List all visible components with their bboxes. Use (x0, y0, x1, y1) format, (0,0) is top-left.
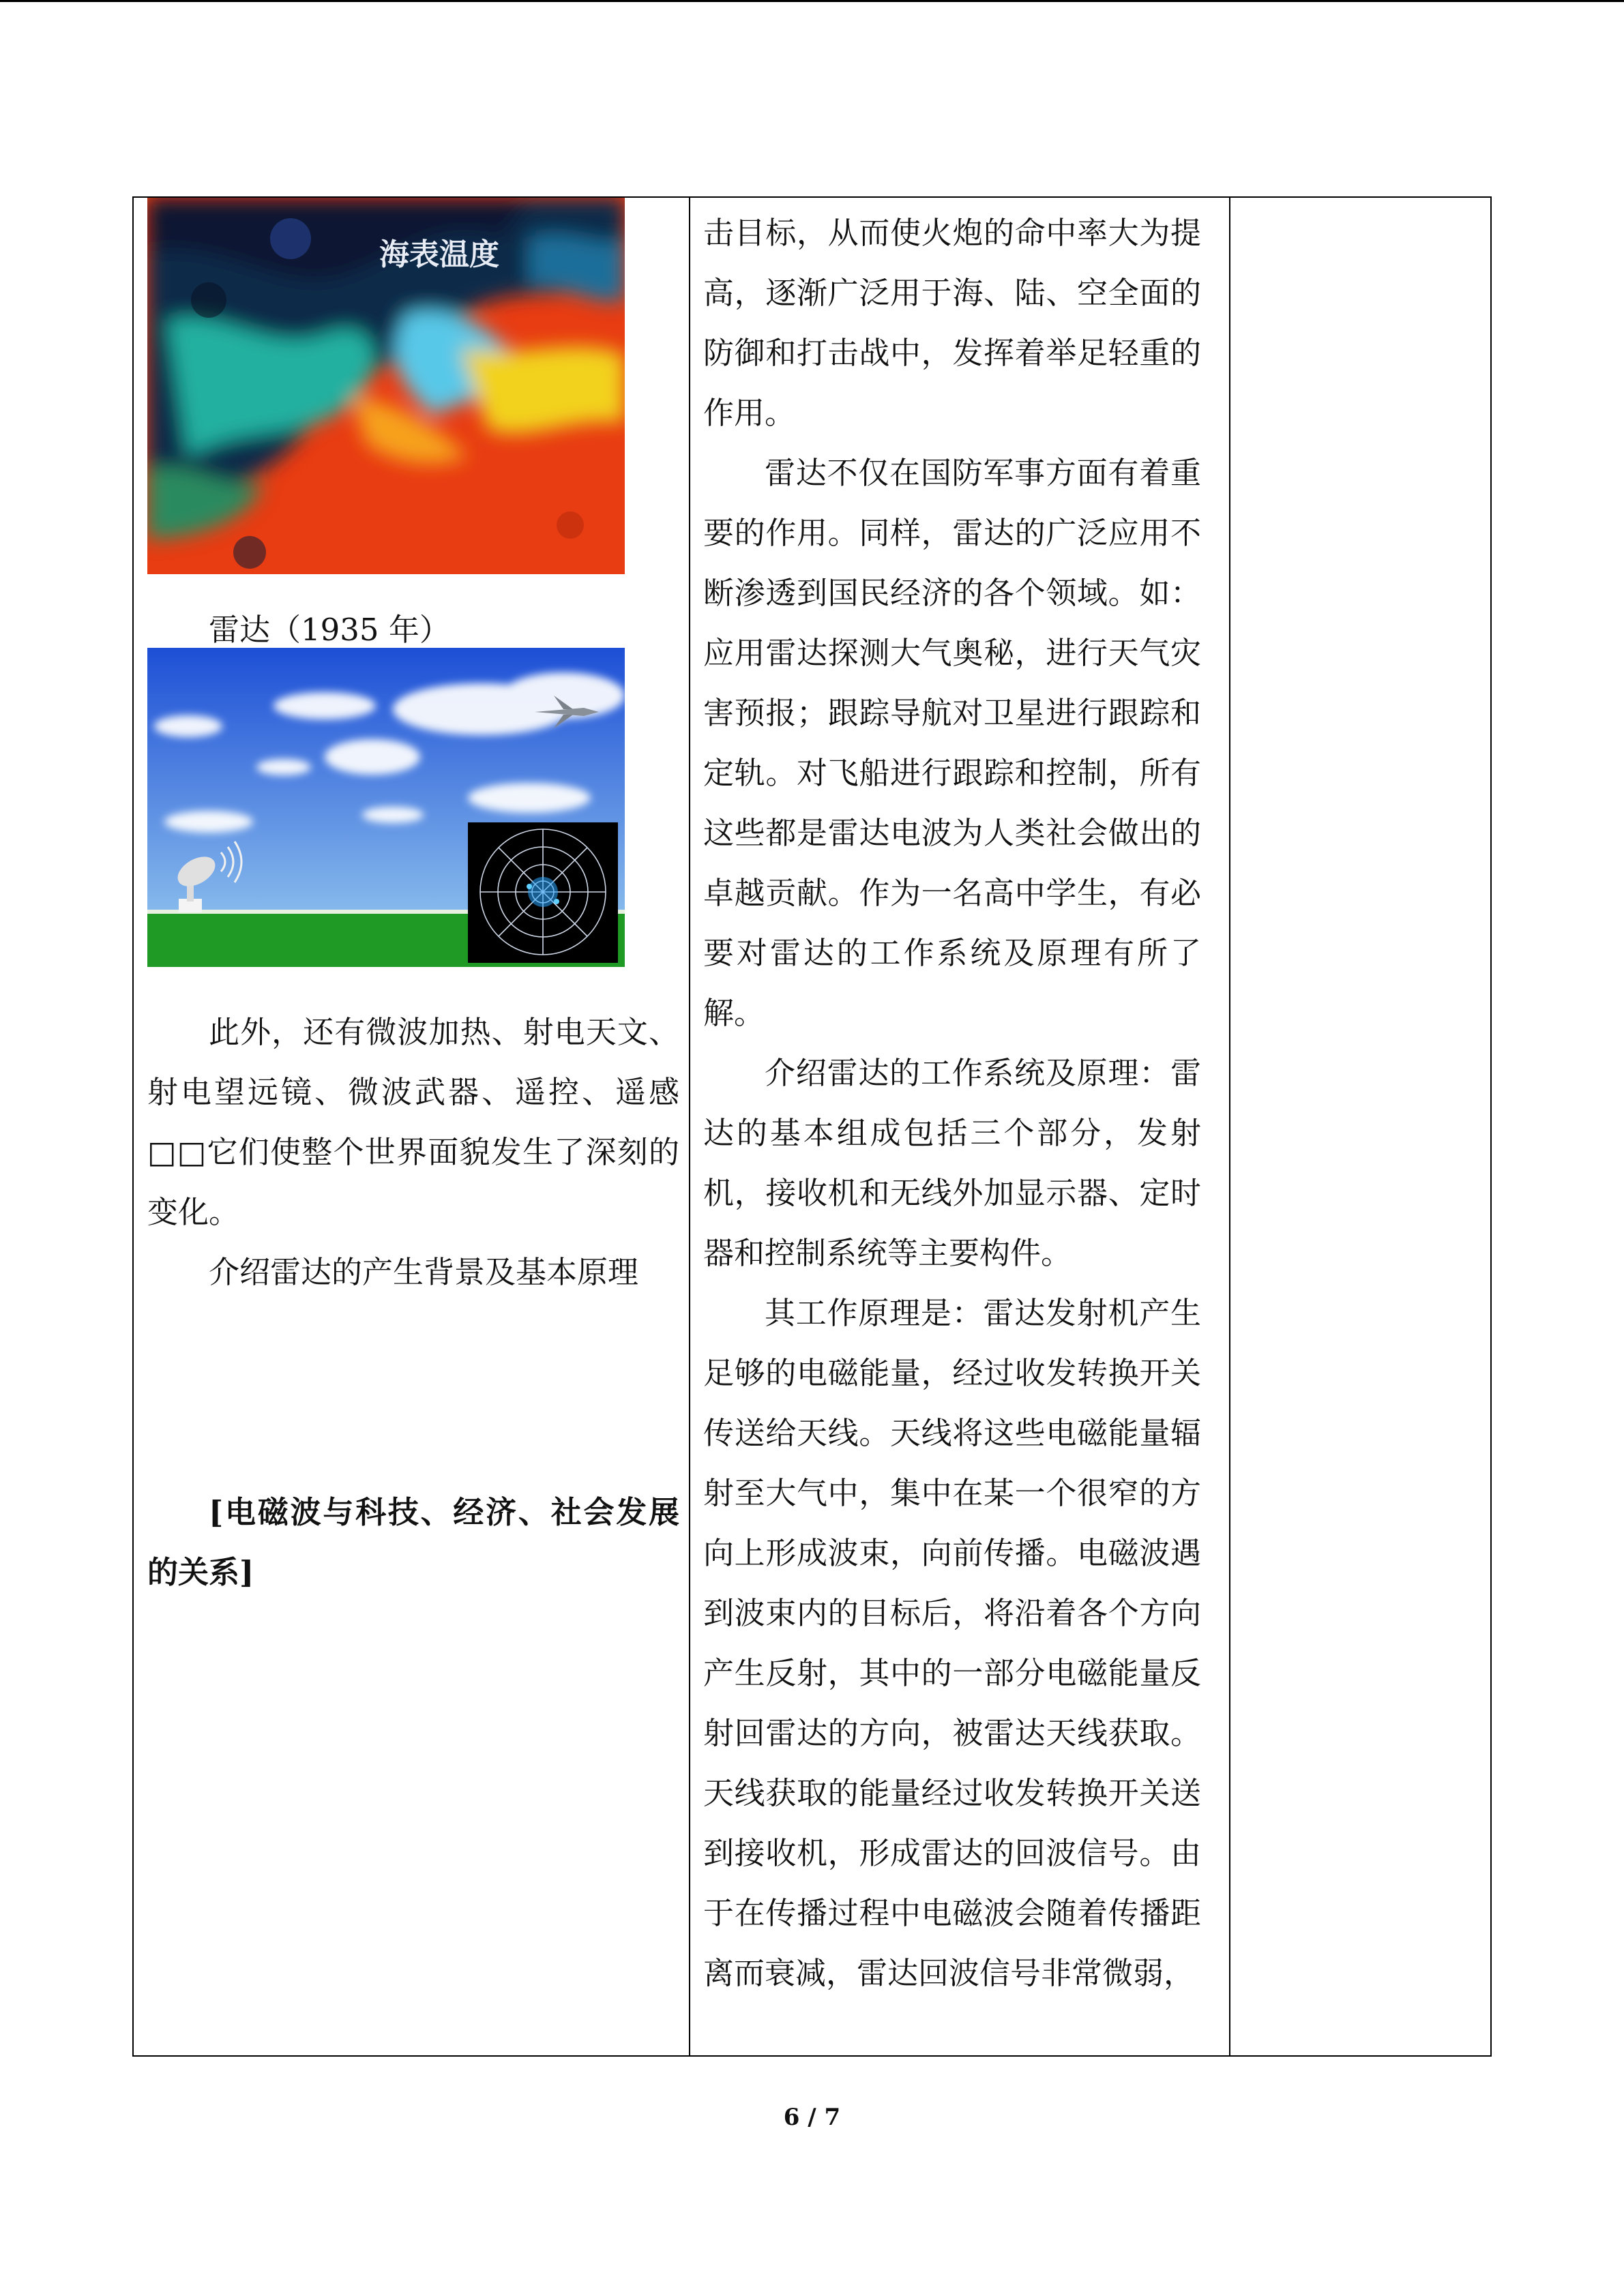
middle-paragraph-1: 击目标，从而使火炮的命中率大为提高，逐渐广泛用于海、陆、空全面的防御和打击战中，发挥着举足轻重的作用。 (703, 215, 1201, 431)
top-border-line (0, 0, 1624, 2)
lesson-table (132, 196, 1492, 2057)
left-column (147, 198, 679, 2055)
middle-column (703, 198, 1201, 2055)
column-divider-1 (689, 198, 690, 2055)
middle-paragraph-3: 介绍雷达的工作系统及原理：雷达的基本组成包括三个部分，发射机，接收机和无线外加显示器、定时器和控制系统等主要构件。 (703, 1055, 1201, 1271)
section-heading: [电磁波与科技、经济、社会发展的关系] (147, 1494, 679, 1590)
right-column (1230, 198, 1492, 2055)
radar-caption: 雷达（1935 年） (209, 612, 450, 648)
page-number: 6 / 7 (783, 2104, 841, 2131)
sea-image-title: 海表温度 (379, 237, 499, 272)
radar-screen-icon (468, 822, 618, 963)
left-column-text (147, 1002, 679, 1602)
middle-paragraph-4: 其工作原理是：雷达发射机产生足够的电磁能量，经过收发转换开关传送给天线。天线将这些电磁能量辐射至大气中，集中在某一个很窄的方向上形成波束，向前传播。电磁波遇到波束内的目标后，将沿着各个方向产生反射，其中的一部分电磁能量反射回雷达的方向，被雷达天线获取。天线获取的能量经过收发转换开关送到接收机，形成雷达的回波信号。由于在传播过程中电磁波会随着传播距离而衰减，雷达回波信号非常微弱， (703, 1295, 1201, 1991)
sea-surface-temperature-image (147, 198, 625, 574)
left-paragraph-2: 介绍雷达的产生背景及基本原理 (209, 1254, 639, 1290)
middle-paragraph-2: 雷达不仅在国防军事方面有着重要的作用。同样，雷达的广泛应用不断渗透到国民经济的各个领域。如：应用雷达探测大气奥秘，进行天气灾害预报；跟踪导航对卫星进行跟踪和定轨。对飞船进行跟踪和控制，所有这些都是雷达电波为人类社会做出的卓越贡献。作为一名高中学生，有必要对雷达的工作系统及原理有所了解。 (703, 455, 1201, 1031)
left-paragraph-1: 此外，还有微波加热、射电天文、射电望远镜、微波武器、遥控、遥感□□它们使整个世界面貌发生了深刻的变化。 (147, 1014, 679, 1230)
radar-illustration-image (147, 648, 625, 967)
middle-column-text (703, 203, 1201, 2003)
